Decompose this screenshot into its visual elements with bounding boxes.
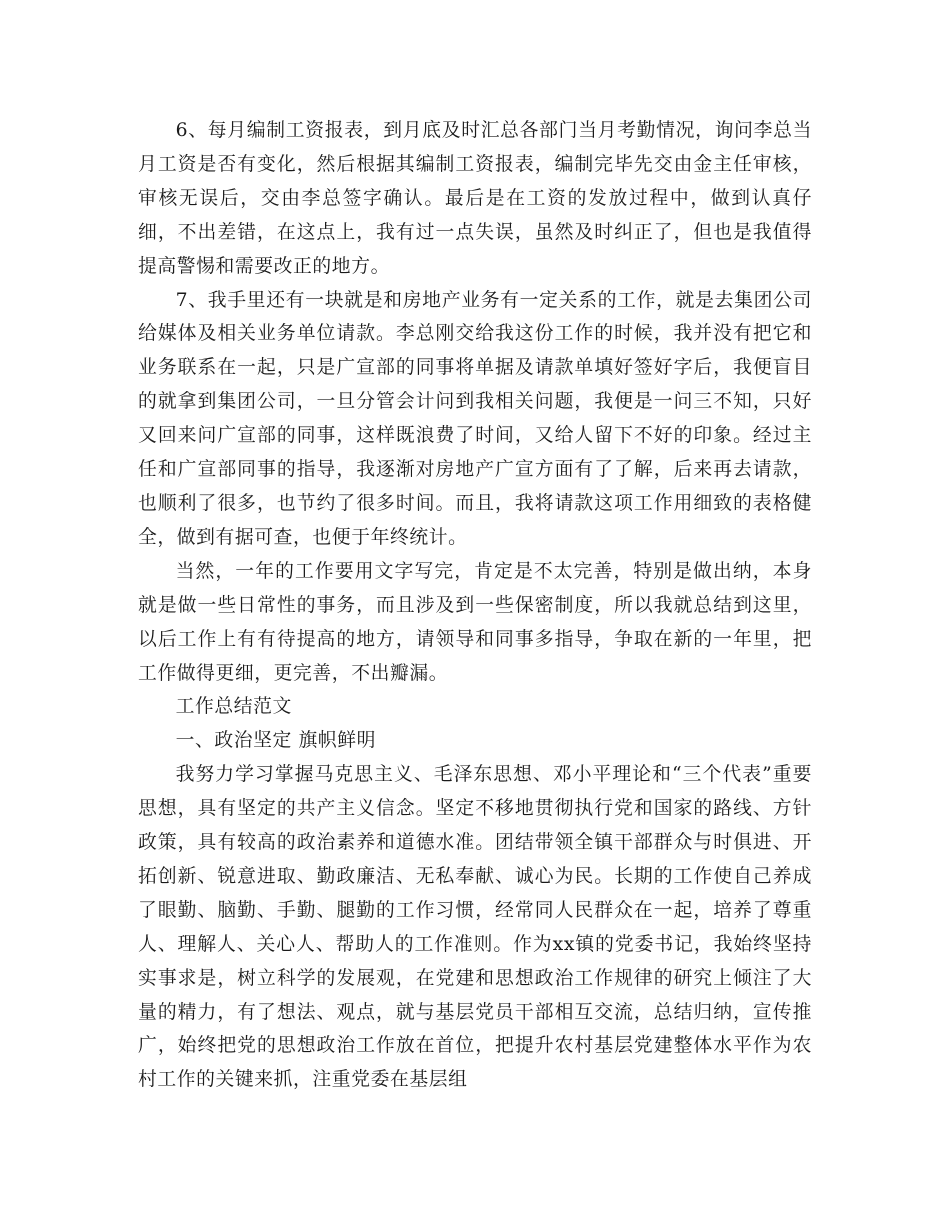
paragraph-conclusion: 当然，一年的工作要用文字写完，肯定是不太完善，特别是做出纳，本身就是做一些日常性的事务，而且涉及到一些保密制度，所以我就总结到这里，以后工作上有有待提高的地方，请领导和同事多指导，争取在新的一年里，把工作做得更细，更完善，不出瓣漏。 xyxy=(138,560,812,684)
paragraph-body: 我努力学习掌握马克思主义、毛泽东思想、邓小平理论和“三个代表”重要思想，具有坚定的共产主义信念。坚定不移地贯彻执行党和国家的路线、方针政策，具有较高的政治素养和道德水准。团结带领全镇干部群众与时俱进、开拓创新、锐意进取、勤政廉洁、无私奉献、诚心为民。长期的工作使自己养成了眼勤、脑勤、手勤、腿勤的工作习惯，经常同人民群众在一起，培养了尊重人、理解人、关心人、帮助人的工作准则。作为xx镇的党委书记，我始终坚持实事求是，树立科学的发展观，在党建和思想政治工作规律的研究上倾注了大量的精力，有了想法、观点，就与基层党员干部相互交流，总结归纳，宣传推广，始终把党的思想政治工作放在首位，把提升农村基层党建整体水平作为农村工作的关键来抓，注重党委在基层组 xyxy=(138,764,812,1091)
section-heading: 工作总结范文 xyxy=(175,696,292,718)
paragraph-item-7: 7、我手里还有一块就是和房地产业务有一定关系的工作，就是去集团公司给媒体及相关业务单位请款。李总刚交给我这份工作的时候，我并没有把它和业务联系在一起，只是广宣部的同事将单据及请款单填好签好字后，我便盲目的就拿到集团公司，一旦分管会计问到我相关问题，我便是一问三不知，只好又回来问广宣部的同事，这样既浪费了时间，又给人留下不好的印象。经过主任和广宣部同事的指导，我逐渐对房地产广宣方面有了了解，后来再去请款，也顺利了很多，也节约了很多时间。而且，我将请款这项工作用细致的表格健全，做到有据可查，也便于年终统计。 xyxy=(138,289,812,548)
paragraph-item-6: 6、每月编制工资报表，到月底及时汇总各部门当月考勤情况，询问李总当月工资是否有变化，然后根据其编制工资报表，编制完毕先交由金主任审核，审核无误后，交由李总签字确认。最后是在工资的发放过程中，做到认真仔细，不出差错，在这点上，我有过一点失误，虽然及时纠正了，但也是我值得提高警惕和需要改正的地方。 xyxy=(138,120,812,277)
subsection-heading: 一、政治坚定 旗帜鲜明 xyxy=(175,730,376,752)
